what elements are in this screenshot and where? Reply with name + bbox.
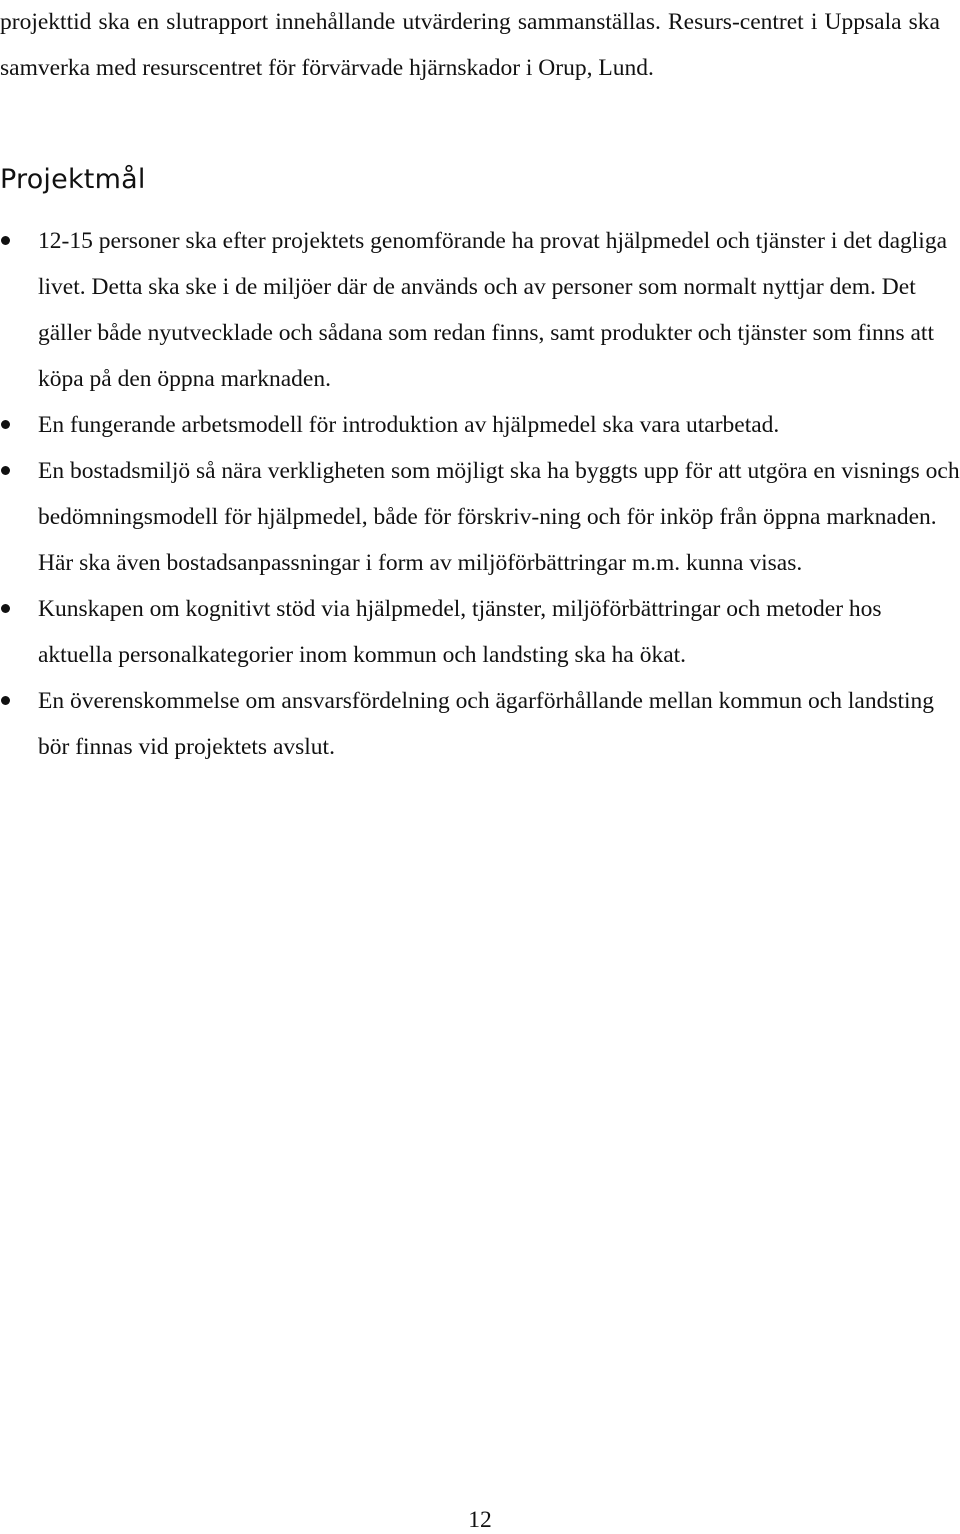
bullet-icon [1, 236, 10, 245]
list-item [0, 402, 960, 448]
list-item [0, 218, 960, 402]
list-item [0, 586, 960, 678]
bullet-icon [1, 604, 10, 613]
list-item [0, 678, 960, 770]
intro-paragraph: projekttid ska en slutrapport innehållande utvärdering sammanställas. Resurs-centret i Uppsala ska samverka med resurscentret för förvärvade hjärnskador i Orup, Lund. [0, 9, 940, 81]
bullet-icon [1, 696, 10, 705]
list-item [0, 448, 960, 586]
list-item-text: En fungerande arbetsmodell för introduktion av hjälpmedel ska vara utarbetad. [38, 412, 780, 438]
list-item-text: 12-15 personer ska efter projektets genomförande ha provat hjälpmedel och tjänster i det dagliga livet. Detta ska ske i de miljöer där de används och av personer som normalt nyttjar dem. Det gäller både nyutvecklade och sådana som redan finns, samt produkter och tjänster som finns att köpa på den öppna marknaden. [38, 228, 947, 392]
list-item-text: En överenskommelse om ansvarsfördelning och ägarförhållande mellan kommun och landsting bör finnas vid projektets avslut. [38, 688, 935, 760]
page-number: 12 [468, 1507, 492, 1533]
list-item-text: Kunskapen om kognitivt stöd via hjälpmedel, tjänster, miljöförbättringar och metoder hos aktuella personalkategorier inom kommun och landsting ska ha ökat. [38, 596, 882, 668]
list-item-text: En bostadsmiljö så nära verkligheten som möjligt ska ha byggts upp för att utgöra en visnings och bedömningsmodell för hjälpmedel, både för förskriv-ning och för inköp från öppna marknaden. Här ska även bostadsanpassningar i form av miljöförbättringar m.m. kunna visas. [38, 458, 960, 576]
section-heading: Projektmål [0, 164, 146, 195]
goal-list [0, 218, 960, 770]
bullet-icon [1, 466, 10, 475]
bullet-icon [1, 420, 10, 429]
